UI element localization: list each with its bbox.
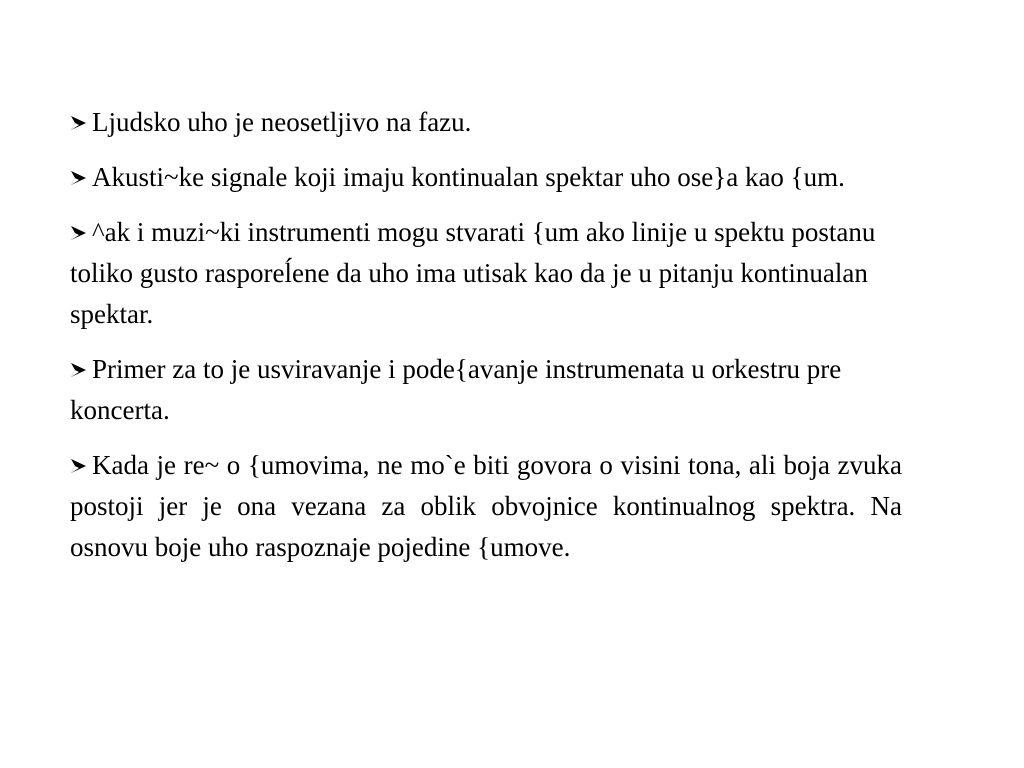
paragraph-text: Ljudsko uho je neosetljivo na fazu. bbox=[92, 107, 472, 137]
arrow-bullet-icon bbox=[70, 361, 87, 379]
bullet-paragraph-2 bbox=[70, 157, 902, 198]
slide-content bbox=[70, 102, 902, 582]
bullet-paragraph-3 bbox=[70, 212, 902, 335]
bullet-paragraph-1 bbox=[70, 102, 902, 143]
arrow-bullet-icon bbox=[70, 169, 87, 187]
paragraph-text: ^ak i muzi~ki instrumenti mogu stvarati {um ako linije u spektu postanu toliko gusto rasporeĺene da uho ima utisak kao da je u pitanju kontinualan spektar. bbox=[70, 217, 876, 329]
arrow-bullet-icon bbox=[70, 457, 87, 475]
arrow-bullet-icon bbox=[70, 224, 87, 242]
paragraph-text: Primer za to je usviravanje i pode{avanje instrumenata u orkestru pre koncerta. bbox=[70, 354, 842, 425]
bullet-paragraph-4 bbox=[70, 349, 902, 431]
arrow-bullet-icon bbox=[70, 114, 87, 132]
paragraph-text: Akusti~ke signale koji imaju kontinualan spektar uho ose}a kao {um. bbox=[92, 162, 845, 192]
bullet-paragraph-5 bbox=[70, 445, 902, 568]
paragraph-text: Kada je re~ o {umovima, ne mo`e biti govora o visini tona, ali boja zvuka postoji jer je ona vezana za oblik obvojnice kontinualnog spektra. Na osnovu boje uho raspoznaje pojedine {umove. bbox=[70, 450, 902, 562]
